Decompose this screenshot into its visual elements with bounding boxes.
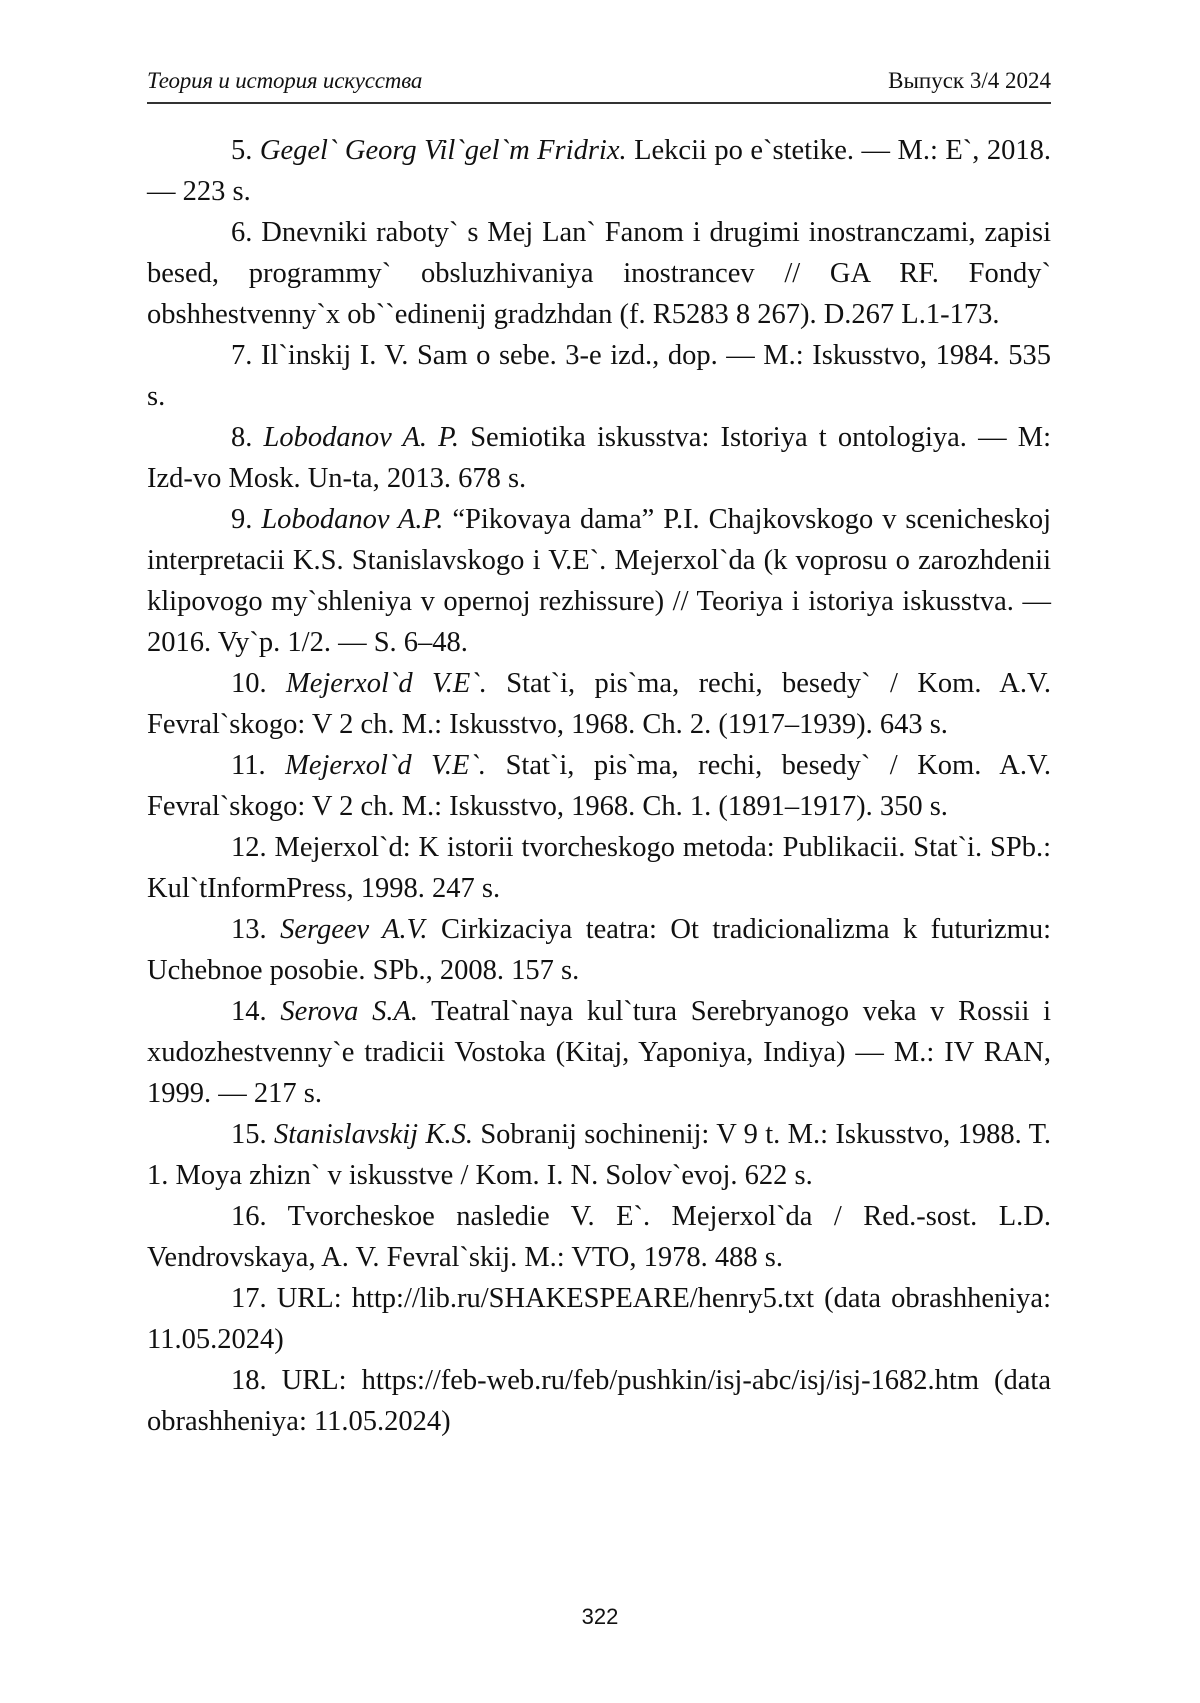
reference-number: 9. [231,504,252,535]
reference-author: Mejerxol`d V.E`. [285,750,486,781]
reference-item [147,417,1051,499]
reference-number: 13. [231,914,267,945]
reference-author: Mejerxol`d V.E`. [286,668,487,699]
reference-text: Stat`i, pis`ma, rechi, besedy` / Kom. A.V. Fevral`skogo: V 2 ch. M.: Iskusstvo, 1968. Ch. 2. (1917–1939). 643 s. [147,668,1051,740]
journal-title: Теория и история искусства [147,68,422,94]
reference-item [147,827,1051,909]
page-number: 322 [0,1604,1200,1630]
reference-list [147,130,1051,1442]
reference-author: Gegel` Georg Vil`gel`m Fridrix. [260,135,627,166]
reference-author: Stanislavskij K.S. [274,1119,473,1150]
reference-text: Sobranij sochinenij: V 9 t. M.: Iskusstvo, 1988. T. 1. Moya zhizn` v iskusstve / Kom. I. N. Solov`evoj. 622 s. [147,1119,1051,1191]
reference-item [147,1360,1051,1442]
reference-text: Semiotika iskusstva: Istoriya t ontologiya. — M: Izd-vo Mosk. Un-ta, 2013. 678 s. [147,422,1051,494]
reference-item [147,1278,1051,1360]
reference-item [147,335,1051,417]
reference-number: 5. [231,135,252,166]
reference-number: 12. [231,832,267,863]
reference-number: 18. [231,1365,267,1396]
reference-text: Lekcii po e`stetike. — M.: E`, 2018. — 223 s. [147,135,1051,207]
reference-link[interactable]: URL: https://feb-web.ru/feb/pushkin/isj-abc/isj/isj-1682.htm (data obrashheniya: 11.05.2024) [147,1365,1051,1437]
reference-link[interactable]: URL: http://lib.ru/SHAKESPEARE/henry5.txt (data obrashheniya: 11.05.2024) [147,1283,1051,1355]
reference-number: 16. [231,1201,267,1232]
reference-number: 14. [231,996,267,1027]
reference-item [147,212,1051,335]
reference-item [147,1114,1051,1196]
reference-number: 10. [231,668,267,699]
issue-number: Выпуск 3/4 2024 [888,68,1051,94]
reference-number: 15. [231,1119,267,1150]
reference-number: 8. [231,422,252,453]
reference-item [147,499,1051,663]
reference-text: Tvorcheskoe nasledie V. E`. Mejerxol`da / Red.-sost. L.D. Vendrovskaya, A. V. Fevral`skij. M.: VTO, 1978. 488 s. [147,1201,1051,1273]
reference-author: Sergeev A.V. [280,914,427,945]
reference-number: 6. [231,217,252,248]
reference-text: Cirkizaciya teatra: Ot tradicionalizma k futurizmu: Uchebnoe posobie. SPb., 2008. 157 s. [147,914,1051,986]
reference-text: Stat`i, pis`ma, rechi, besedy` / Kom. A.V. Fevral`skogo: V 2 ch. M.: Iskusstvo, 1968. Ch. 1. (1891–1917). 350 s. [147,750,1051,822]
reference-item [147,909,1051,991]
reference-text: “Pikovaya dama” P.I. Chajkovskogo v scenicheskoj interpretacii K.S. Stanislavskogo i V.E`. Mejerxol`da (k voprosu o zarozhdenii klipovogo my`shleniya v opernoj rezhissure) // Teoriya i istoriya iskusstva. — 2016. Vy`p. 1/2. — S. 6–48. [147,504,1051,658]
reference-author: Lobodanov A.P. [261,504,443,535]
reference-text: Dnevniki raboty` s Mej Lan` Fanom i drugimi inostranczami, zapisi besed, programmy` obsluzhivaniya inostrancev // GA RF. Fondy` obshhestvenny`x ob``edinenij gradzhdan (f. R5283 8 267). D.267 L.1-173. [147,217,1051,330]
reference-text: Mejerxol`d: K istorii tvorcheskogo metoda: Publikacii. Stat`i. SPb.: Kul`tInformPress, 1998. 247 s. [147,832,1051,904]
reference-text: Teatral`naya kul`tura Serebryanogo veka v Rossii i xudozhestvenny`e tradicii Vostoka (Kitaj, Yaponiya, Indiya) — M.: IV RAN, 1999. — 217 s. [147,996,1051,1109]
reference-number: 11. [231,750,266,781]
reference-item [147,663,1051,745]
reference-item [147,745,1051,827]
reference-author: Serova S.A. [280,996,418,1027]
reference-number: 17. [231,1283,267,1314]
running-header [147,62,1051,104]
reference-item [147,991,1051,1114]
reference-text: Il`inskij I. V. Sam o sebe. 3-e izd., dop. — M.: Iskusstvo, 1984. 535 s. [147,340,1051,412]
reference-item [147,1196,1051,1278]
reference-item [147,130,1051,212]
reference-author: Lobodanov A. P. [264,422,459,453]
reference-number: 7. [231,340,252,371]
